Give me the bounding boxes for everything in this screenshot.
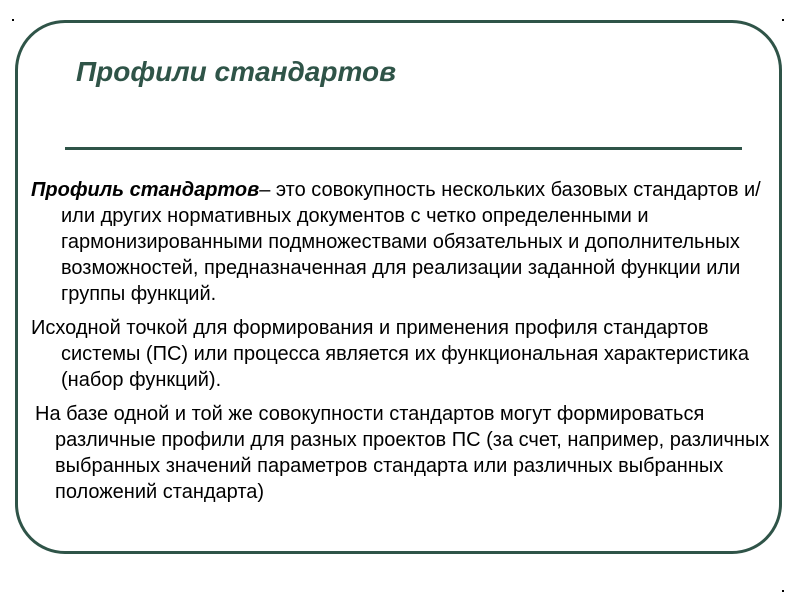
defined-term: Профиль стандартов [31,179,260,201]
title-divider [65,147,742,150]
slide-title: Профили стандартов [76,56,397,87]
corner-dot-bottom-right [782,590,784,592]
profiles-paragraph: На базе одной и той же совокупности стандартов могут формироваться различные профили для разных проектов ПС (за счет, например, различных выбранных значений параметров стандарта или различных выбранных положений стандарта) [35,403,770,503]
slide-body [31,177,771,505]
starting-point-paragraph: Исходной точкой для формирования и применения профиля стандартов системы (ПС) или процесса является их функциональная характеристика (набор функций). [31,317,749,391]
corner-dot-top-left [12,19,14,21]
definition-text: – это совокупность нескольких базовых стандартов и/или других нормативных документов с четко определенными и гармонизированными подмножествами обязательных и дополнительных возможностей, предназначенная для реализации заданной функции или группы функций. [61,179,761,305]
definition-paragraph [31,177,771,307]
corner-dot-top-right [782,19,784,21]
